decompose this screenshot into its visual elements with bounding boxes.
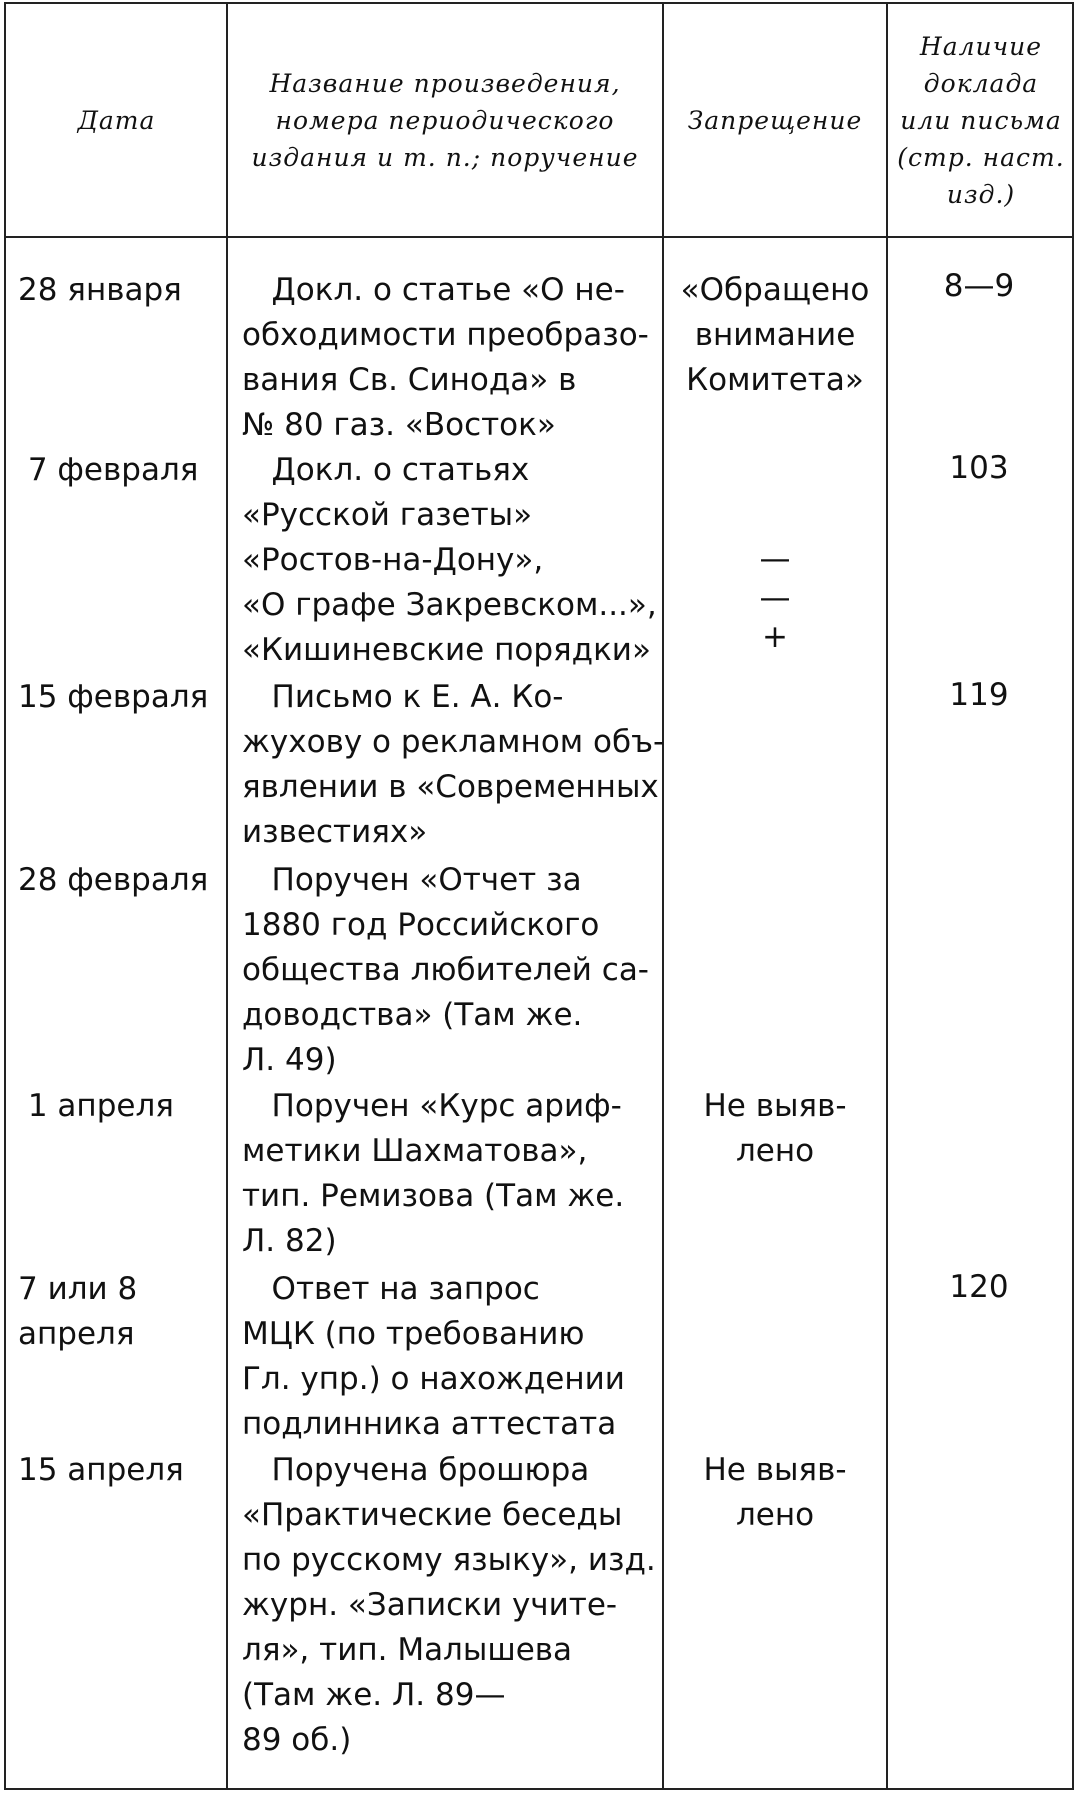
cell-title: Поручен «Курс ариф- метики Шахматова», тип. Ремизова (Там же. Л. 82) [242,1088,625,1259]
header-divider [6,236,1072,238]
cell-title: Докл. о статьях «Русской газеты» «Ростов-на-Дону», «О графе Закревском...», «Кишиневские порядки» [242,452,657,668]
header-ban: Запрещение [687,105,863,135]
cell-title: Ответ на запрос МЦК (по требованию Гл. упр.) о нахождении подлинника аттестата [242,1271,625,1442]
cell-date: 28 января [18,272,182,308]
header-date: Дата [77,105,156,135]
cell-report: 103 [949,450,1009,486]
cell-report: 119 [949,677,1009,713]
cell-ban: Не выяв- лено [703,1088,847,1169]
cell-date: 1 апреля [18,1088,174,1124]
cell-ban: — — + [759,541,791,655]
cell-title: Докл. о статье «О не- обходимости преобразо- вания Св. Синода» в № 80 газ. «Восток» [242,272,649,443]
cell-date: 7 февраля [18,452,199,488]
cell-date: 15 апреля [18,1452,184,1488]
cell-title: Поручен «Отчет за 1880 год Российского общества любителей са- доводства» (Там же. Л. 49) [242,862,649,1078]
cell-ban: Не выяв- лено [703,1452,847,1533]
cell-title: Поручена брошюра «Практические беседы по русскому языку», изд. журн. «Записки учите- ля», тип. Малышева (Там же. Л. 89— 89 об.) [242,1452,656,1758]
column-divider [226,4,228,1788]
cell-report: 8—9 [943,268,1015,304]
header-report: Наличие доклада или письма (стр. наст. изд.) [897,31,1065,209]
cell-date: 15 февраля [18,679,209,715]
cell-ban: «Обращено внимание Комитета» [680,272,870,398]
cell-report: 120 [949,1269,1009,1305]
cell-date: 28 февраля [18,862,209,898]
cell-title: Письмо к Е. А. Ко- жухову о рекламном объ- явлении в «Современных известиях» [242,679,665,850]
header-title: Название произведения, номера периодического издания и т. п.; поручение [251,68,639,172]
cell-date: 7 или 8 апреля [18,1271,138,1352]
